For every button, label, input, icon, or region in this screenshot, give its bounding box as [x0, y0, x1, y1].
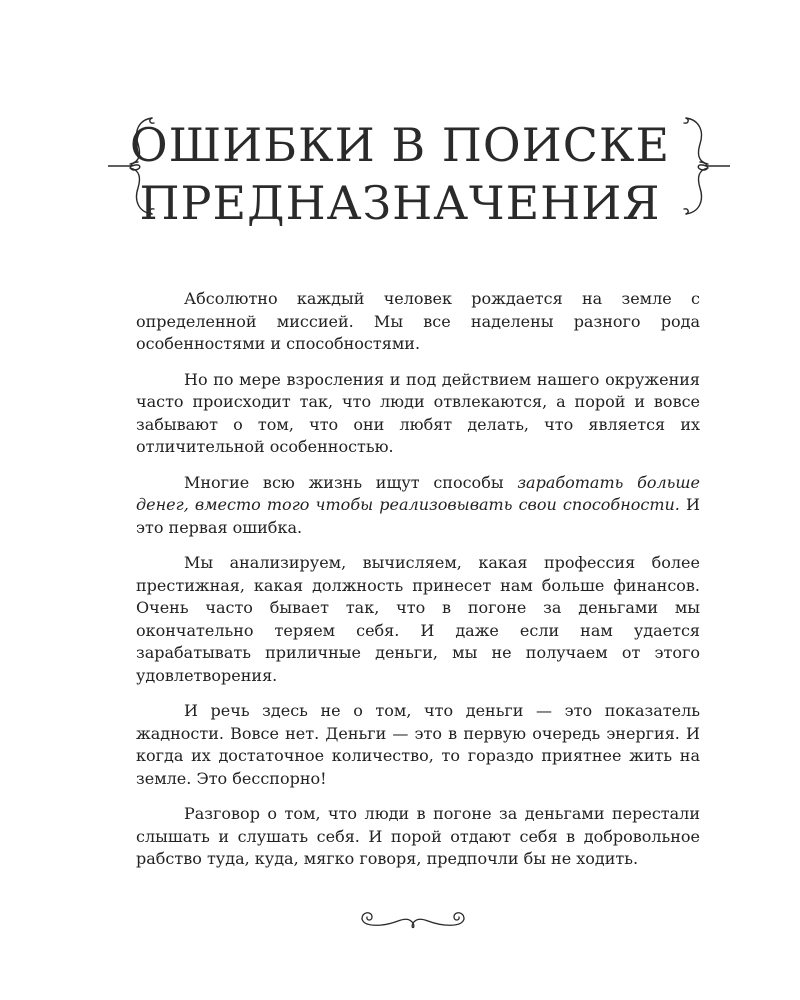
paragraph-3-emphasis: заработать больше денег, вместо того чтобы реализовывать свои способности. — [136, 472, 701, 514]
chapter-title-block — [0, 110, 800, 230]
chapter-body — [136, 288, 700, 884]
bracket-flourish-right-icon — [650, 110, 730, 222]
chapter-title-line-2: ПРЕДНАЗНАЧЕНИЯ — [139, 176, 661, 230]
swirl-divider-icon — [358, 905, 468, 935]
paragraph-2: Но по мере взросления и под действием нашего окружения часто происходит так, что люди отвлекаются, а порой и вовсе забывают о том, что они любят делать, что является их отличительной особенностью. — [136, 369, 700, 456]
chapter-title-line-1: ОШИБКИ В ПОИСКЕ — [129, 118, 671, 172]
paragraph-3-tail: И это первая ошибка. — [136, 495, 700, 537]
paragraph-3-lead: Многие всю жизнь ищут способы — [184, 472, 518, 492]
paragraph-4: Мы анализируем, вычисляем, какая профессия более престижная, какая должность принесет нам больше финансов. Очень часто бывает так, что в погоне за деньгами мы окончательно теряем себя. И даже если нам удается зарабатывать приличные деньги, мы не получаем от этого удовлетворения. — [136, 553, 700, 685]
paragraph-6: Разговор о том, что люди в погоне за деньгами перестали слышать и слушать себя. И порой отдают себя в добровольное рабство туда, куда, мягко говоря, предпочли бы не ходить. — [136, 804, 700, 868]
paragraph-5: И речь здесь не о том, что деньги — это показатель жадности. Вовсе нет. Деньги — это в первую очередь энергия. И когда их достаточное количество, то гораздо приятнее жить на земле. Это бесспорно! — [136, 701, 700, 788]
paragraph-3 — [136, 472, 700, 540]
paragraph-1: Абсолютно каждый человек рождается на земле с определенной миссией. Мы все наделены разного рода особенностями и способностями. — [136, 289, 700, 353]
